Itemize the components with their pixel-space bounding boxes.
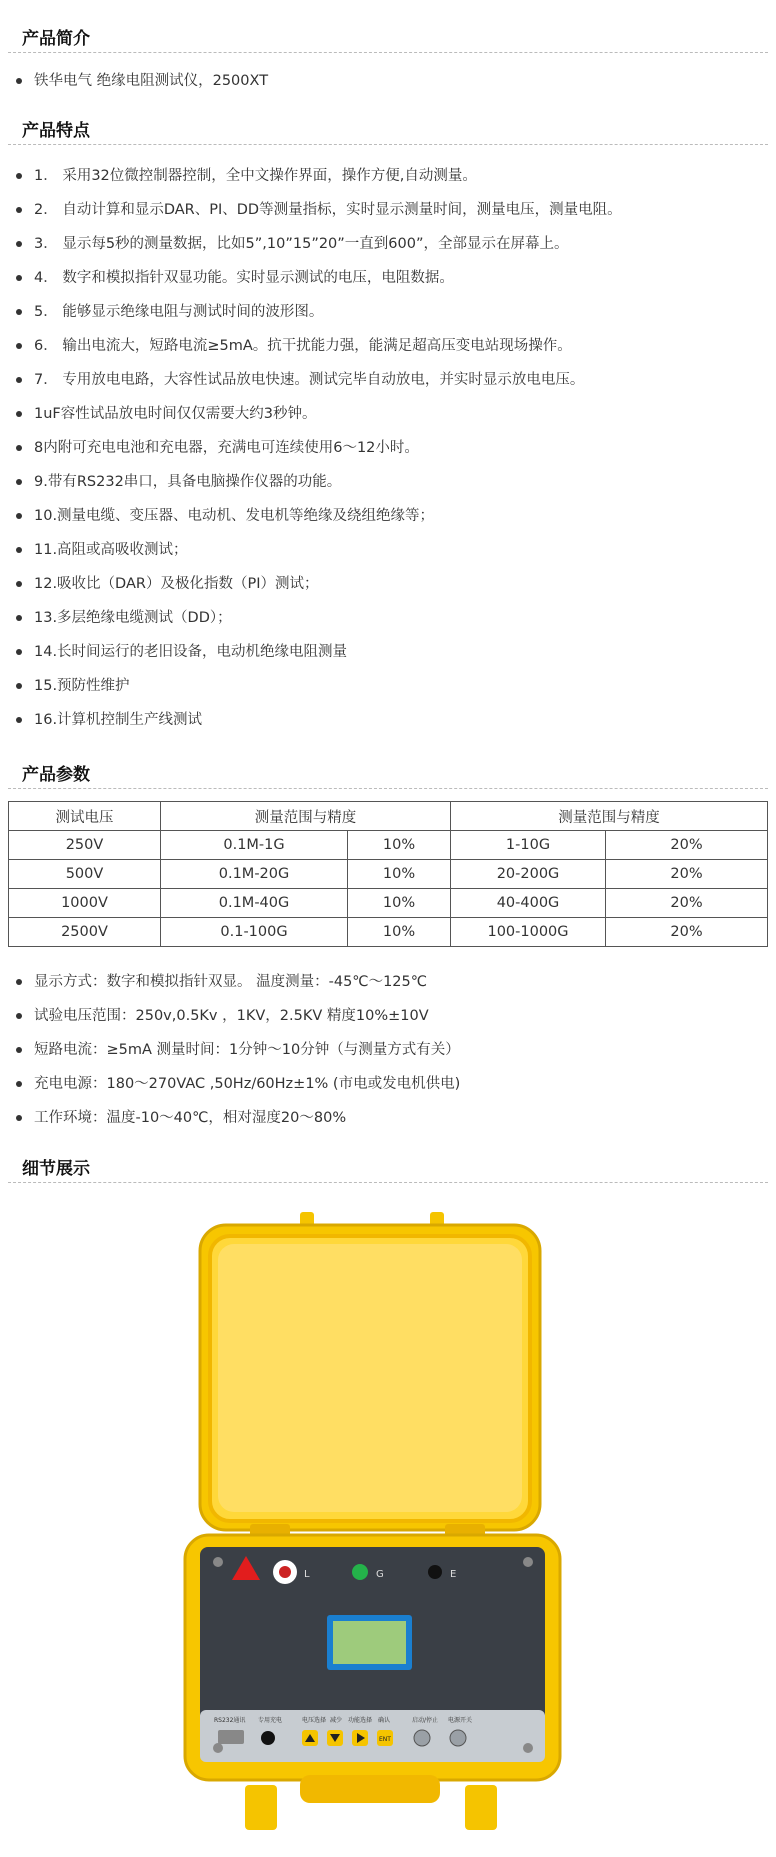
table-cell: 250V <box>9 831 161 860</box>
spec-item: 充电电源：180～270VAC ,50Hz/60Hz±1% (市电或发电机供电) <box>12 1067 460 1101</box>
ent-button-label: ENT <box>379 1736 391 1743</box>
intro-divider <box>8 52 768 53</box>
feature-item: 9.带有RS232串口，具备电脑操作仪器的功能。 <box>12 465 622 499</box>
power-switch[interactable] <box>450 1730 466 1746</box>
feature-item: 15.预防性维护 <box>12 669 622 703</box>
feature-item: 5． 能够显示绝缘电阻与测试时间的波形图。 <box>12 295 622 329</box>
feature-item: 13.多层绝缘电缆测试（DD）； <box>12 601 622 635</box>
mode-label: 功能选择 <box>348 1717 373 1724</box>
confirm-label: 确认 <box>378 1717 391 1724</box>
params-title: 产品参数 <box>22 765 90 785</box>
feature-item: 6． 输出电流大，短路电流≥5mA。抗干扰能力强，能满足超高压变电站现场操作。 <box>12 329 622 363</box>
table-row <box>9 889 768 918</box>
detail-title: 细节展示 <box>22 1159 90 1179</box>
feature-item: 2． 自动计算和显示DAR、PI、DD等测量指标，实时显示测量时间，测量电压，测量电阻。 <box>12 193 622 227</box>
table-row <box>9 860 768 889</box>
table-cell: 500V <box>9 860 161 889</box>
start-stop-button[interactable] <box>414 1730 430 1746</box>
table-cell: 10% <box>348 889 451 918</box>
switch-label: 电源开关 <box>448 1717 473 1724</box>
table-cell: 1-10G <box>451 831 606 860</box>
feature-item: 14.长时间运行的老旧设备，电动机绝缘电阻测量 <box>12 635 622 669</box>
specs-list <box>12 965 460 1135</box>
table-cell: 0.1M-40G <box>161 889 348 918</box>
terminal-g-label: G <box>376 1569 384 1580</box>
feature-item: 4． 数字和模拟指针双显功能。实时显示测试的电压，电阻数据。 <box>12 261 622 295</box>
detail-divider <box>8 1182 768 1183</box>
spec-item: 工作环境：温度-10～40℃，相对湿度20～80% <box>12 1101 460 1135</box>
table-cell: 2500V <box>9 918 161 947</box>
features-list <box>12 159 622 737</box>
table-cell: 20% <box>606 918 768 947</box>
decrease-label: 减少 <box>330 1717 343 1724</box>
table-header-row <box>9 802 768 831</box>
params-divider <box>8 788 768 789</box>
rs232-port[interactable] <box>218 1730 244 1744</box>
product-photo <box>180 1210 570 1840</box>
table-cell: 10% <box>348 831 451 860</box>
table-cell: 20% <box>606 889 768 918</box>
feature-item: 8内附可充电电池和充电器，充满电可连续使用6～12小时。 <box>12 431 622 465</box>
feature-item: 1． 采用32位微控制器控制，全中文操作界面，操作方便,自动测量。 <box>12 159 622 193</box>
lcd-screen <box>333 1621 406 1664</box>
table-row <box>9 918 768 947</box>
spec-item: 显示方式：数字和模拟指针双显。 温度测量：-45℃～125℃ <box>12 965 460 999</box>
spec-item: 试验电压范围：250v,0.5Kv ，1KV，2.5KV 精度10%±10V <box>12 999 460 1033</box>
spec-item: 短路电流：≥5mA 测量时间：1分钟～10分钟（与测量方式有关） <box>12 1033 460 1067</box>
feature-item: 11.高阻或高吸收测试； <box>12 533 622 567</box>
table-cell: 20-200G <box>451 860 606 889</box>
feature-item: 3． 显示每5秒的测量数据，比如5”,10”15”20”一直到600”，全部显示在屏幕上。 <box>12 227 622 261</box>
table-cell: 0.1M-20G <box>161 860 348 889</box>
feature-item: 12.吸收比（DAR）及极化指数（PI）测试； <box>12 567 622 601</box>
table-cell: 10% <box>348 860 451 889</box>
intro-title: 产品简介 <box>22 29 90 49</box>
start-label: 启动/停止 <box>412 1717 439 1724</box>
table-cell: 1000V <box>9 889 161 918</box>
table-cell: 10% <box>348 918 451 947</box>
feature-item: 1uF容性试品放电时间仅仅需要大约3秒钟。 <box>12 397 622 431</box>
voltage-label: 电压选择 <box>302 1717 327 1724</box>
terminal-g[interactable] <box>352 1564 368 1580</box>
table-header: 测试电压 <box>9 802 161 831</box>
intro-item: 铁华电气 绝缘电阻测试仪，2500XT <box>12 64 268 98</box>
charge-label: 专用充电 <box>258 1717 283 1724</box>
features-divider <box>8 144 768 145</box>
params-table <box>8 801 768 947</box>
terminal-e[interactable] <box>428 1565 442 1579</box>
terminal-l-label: L <box>304 1569 310 1580</box>
features-title: 产品特点 <box>22 121 90 141</box>
table-cell: 0.1-100G <box>161 918 348 947</box>
table-header: 测量范围与精度 <box>161 802 451 831</box>
table-row <box>9 831 768 860</box>
feature-item: 16.计算机控制生产线测试 <box>12 703 622 737</box>
table-cell: 20% <box>606 860 768 889</box>
table-cell: 0.1M-1G <box>161 831 348 860</box>
intro-list <box>12 64 268 98</box>
rs232-label: RS232通讯 <box>214 1717 246 1724</box>
table-cell: 100-1000G <box>451 918 606 947</box>
feature-item: 7． 专用放电电路，大容性试品放电快速。测试完毕自动放电，并实时显示放电电压。 <box>12 363 622 397</box>
feature-item: 10.测量电缆、变压器、电动机、发电机等绝缘及绕组绝缘等； <box>12 499 622 533</box>
charge-port[interactable] <box>261 1731 275 1745</box>
table-header: 测量范围与精度 <box>451 802 768 831</box>
table-cell: 40-400G <box>451 889 606 918</box>
table-cell: 20% <box>606 831 768 860</box>
case-lid <box>200 1212 540 1540</box>
terminal-e-label: E <box>450 1569 457 1580</box>
